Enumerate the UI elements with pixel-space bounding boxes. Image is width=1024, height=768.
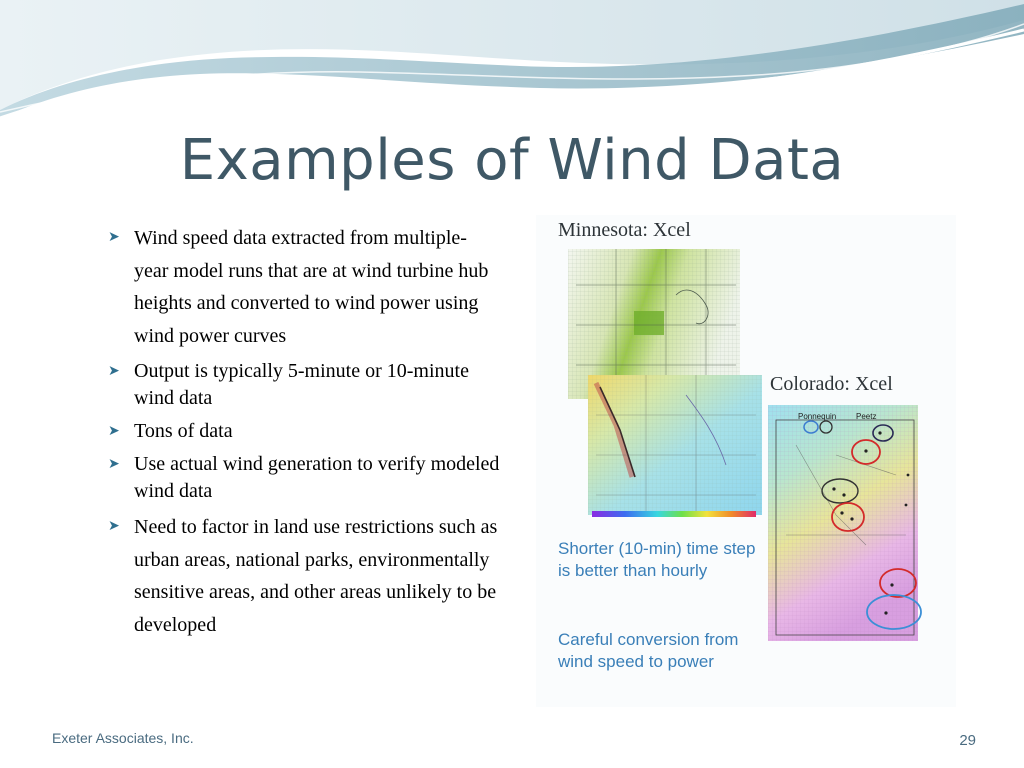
arrow-bullet-icon: ➤ xyxy=(108,519,120,534)
ponnequin-map-label: Ponnequin xyxy=(798,412,837,421)
arrow-bullet-icon: ➤ xyxy=(108,230,120,245)
bullet-item xyxy=(108,222,500,352)
footer-company: Exeter Associates, Inc. xyxy=(52,730,194,746)
bullet-text: Output is typically 5-minute or 10-minute wind data xyxy=(134,360,469,409)
header-wave-decoration xyxy=(0,0,1024,120)
wind-maps-figure xyxy=(536,215,956,707)
slide-title: Examples of Wind Data xyxy=(179,128,845,193)
bullet-item xyxy=(108,511,500,641)
colorado-map-label: Colorado: Xcel xyxy=(770,373,893,395)
bullet-item xyxy=(108,418,500,445)
arrow-bullet-icon: ➤ xyxy=(108,457,120,472)
bullet-text: Tons of data xyxy=(134,420,233,442)
conversion-note: Careful conversion from wind speed to power xyxy=(558,630,739,671)
timestep-note: Shorter (10-min) time step is better than hourly xyxy=(558,539,756,580)
bullet-list xyxy=(108,222,500,647)
bullet-text: Need to factor in land use restrictions such as urban areas, national parks, environmentally sensitive areas, and other areas unlikely to be developed xyxy=(134,516,498,636)
bullet-item xyxy=(108,451,500,505)
bullet-item xyxy=(108,358,500,412)
minnesota-map-label: Minnesota: Xcel xyxy=(558,219,691,241)
page-number: 29 xyxy=(959,732,976,749)
arrow-bullet-icon: ➤ xyxy=(108,364,120,379)
bullet-text: Use actual wind generation to verify modeled wind data xyxy=(134,453,500,502)
arrow-bullet-icon: ➤ xyxy=(108,424,120,439)
peetz-map-label: Peetz xyxy=(856,412,877,421)
bullet-text: Wind speed data extracted from multiple-year model runs that are at wind turbine hub heights and converted to wind power using wind power curves xyxy=(134,227,489,347)
